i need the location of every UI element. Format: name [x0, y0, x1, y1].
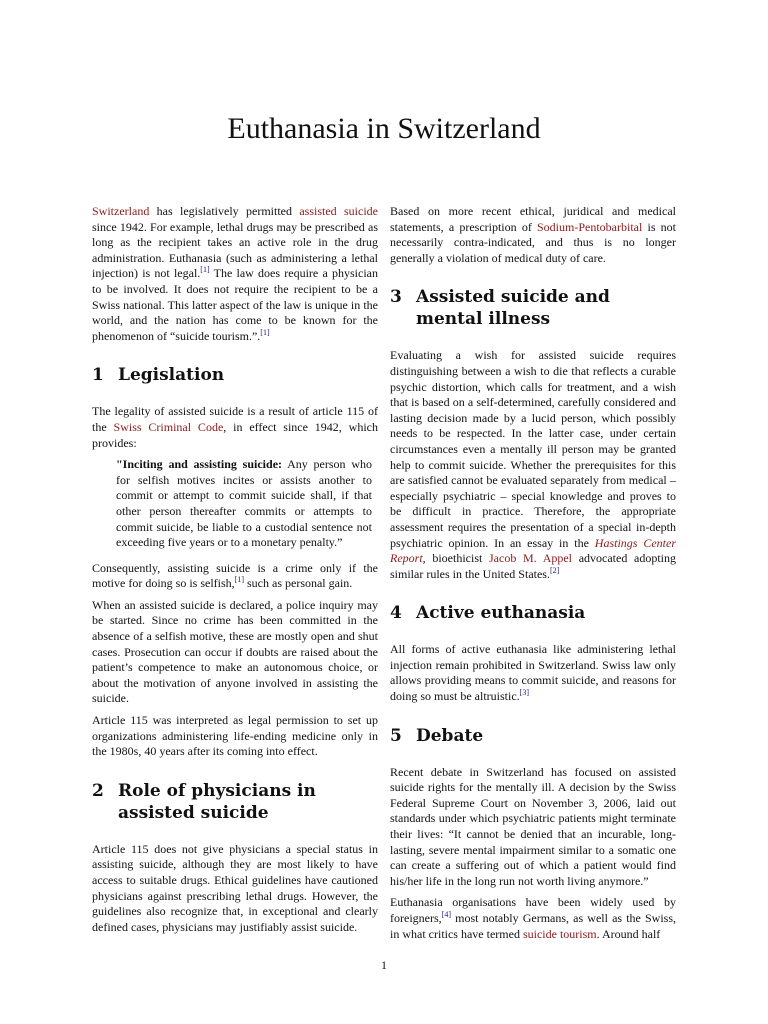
citation-ref[interactable]: [4] — [441, 910, 451, 919]
right-column — [390, 204, 676, 948]
legislation-paragraph: Consequently, assisting suicide is a crime only if the motive for doing so is selfish,[1] such as personal gain. — [92, 560, 378, 591]
physicians-paragraph: Article 115 does not give physicians a special status in assisting suicide, although they are most likely to have access to suitable drugs. Ethical guidelines have cautioned physicians against prescribing lethal drugs. However, the guidelines also recognize that, in exceptional and clearly defined cases, physicians may justifiably assist suicide. — [92, 841, 378, 934]
legislation-paragraph: Article 115 was interpreted as legal permission to set up organizations administering life-ending medicine only in the 1980s, 40 years after its coming into effect. — [92, 713, 378, 759]
citation-ref[interactable]: [1] — [234, 575, 244, 585]
section-heading-debate: 5 Debate — [390, 725, 484, 746]
citation-ref[interactable]: [1] — [260, 327, 270, 337]
section-heading-active-euthanasia: 4 Active euthanasia — [390, 603, 586, 624]
legislation-paragraph: When an assisted suicide is declared, a police inquiry may be started. Since no crime has been committed in the absence of a selfish motive, these are mostly open and shut cases. Prosecution can occur if doubts are raised about the patient’s competence to make an autonomous choice, or about the motivation of anyone involved in assisting the suicide. — [92, 597, 378, 706]
link-jacob-appel[interactable]: Jacob M. Appel — [489, 551, 573, 566]
citation-ref[interactable]: [2] — [549, 565, 560, 575]
physicians-paragraph: Based on more recent ethical, juridical and medical statements, a prescription of Sodium-Pentobarbital is not necessarily contra-indicated, and thus is no longer generally a violation of medical duty of care. — [390, 204, 676, 265]
section-heading-mental-illness: 3 Assisted suicide and mental illness — [390, 287, 610, 330]
page-number: 1 — [381, 958, 387, 972]
citation-ref[interactable]: [1] — [200, 265, 210, 275]
link-suicide-tourism[interactable]: suicide tourism — [522, 926, 597, 941]
link-hastings-center-report[interactable]: Hastings Center Report — [390, 535, 676, 566]
debate-paragraph: Euthanasia organisations have been widely used by foreigners,[4] most notably Germans, as well as the Swiss, in what critics have termed suicide tourism. Around half — [390, 895, 676, 941]
article-115-quote: "Inciting and assisting suicide: Any person who for selfish motives incites or assists another to commit or attempt to commit suicide shall, if that other person thereafter commits or attempts to commit suicide, be liable to a custodial sentence not exceeding five years or to a monetary penalty.” — [116, 457, 372, 550]
section-heading-legislation: 1 Legislation — [92, 365, 225, 386]
left-column — [92, 204, 378, 941]
page-title: Euthanasia in Switzerland — [227, 112, 541, 145]
link-sodium-pentobarbital[interactable]: Sodium-Pentobarbital — [536, 219, 643, 234]
section-heading-role-of-physicians: 2 Role of physicians in assisted suicide — [92, 780, 316, 823]
link-swiss-criminal-code[interactable]: Swiss Criminal Code — [113, 419, 224, 434]
link-switzerland[interactable]: Switzerland — [92, 204, 150, 218]
intro-paragraph: Switzerland has legislatively permitted assisted suicide since 1942. For example, lethal drugs may be prescribed as long as the recipient takes an active role in the drug administration. Euthanasia (such as administering a lethal injection) is not legal.[1] The law does require a physician to be involved. It does not require the recipient to be a Swiss national. This latter aspect of the law is unique in the world, and the nation has come to be known for the phenomenon of “suicide tourism.”.[1] — [92, 204, 378, 343]
citation-ref[interactable]: [3] — [519, 688, 529, 698]
active-euthanasia-paragraph: All forms of active euthanasia like administering lethal injection remain prohibited in Switzerland. Swiss law only allows providing means to commit suicide, and reasons for doing so must be altruistic.[3] — [390, 642, 676, 704]
mental-illness-paragraph: Evaluating a wish for assisted suicide requires distinguishing between a wish to die that reflects a curable psychic distortion, which calls for treatment, and a wish that is based on a self-determined, carefully considered and lasting decision made by a lucid person, which possibly needs to be respected. In the latter case, under certain circumstances even a mentally ill person may be granted help to commit suicide. Whether the prerequisites for this are satisfied cannot be evaluated separately from medical – especially psychiatric – special knowledge and proves to be difficult in practice. Therefore, the appropriate assessment requires the presentation of a special in-depth psychiatric opinion. In an essay in the Hastings Center Report, bioethicist Jacob M. Appel advocated adopting similar rules in the United States.[2] — [390, 348, 676, 581]
debate-paragraph: Recent debate in Switzerland has focused on assisted suicide rights for the mentally ill. A decision by the Swiss Federal Supreme Court on November 3, 2006, laid out standards under which psychiatric patients might terminate their lives: “It cannot be denied that an incurable, long-lasting, severe mental impairment similar to a somatic one can create a suffering out of which a patient would find his/her life in the long run not worth living anymore.” — [390, 764, 676, 888]
link-assisted-suicide[interactable]: assisted suicide — [299, 204, 378, 218]
legislation-paragraph: The legality of assisted suicide is a result of article 115 of the Swiss Criminal Code, in effect since 1942, which provides: — [92, 404, 378, 450]
